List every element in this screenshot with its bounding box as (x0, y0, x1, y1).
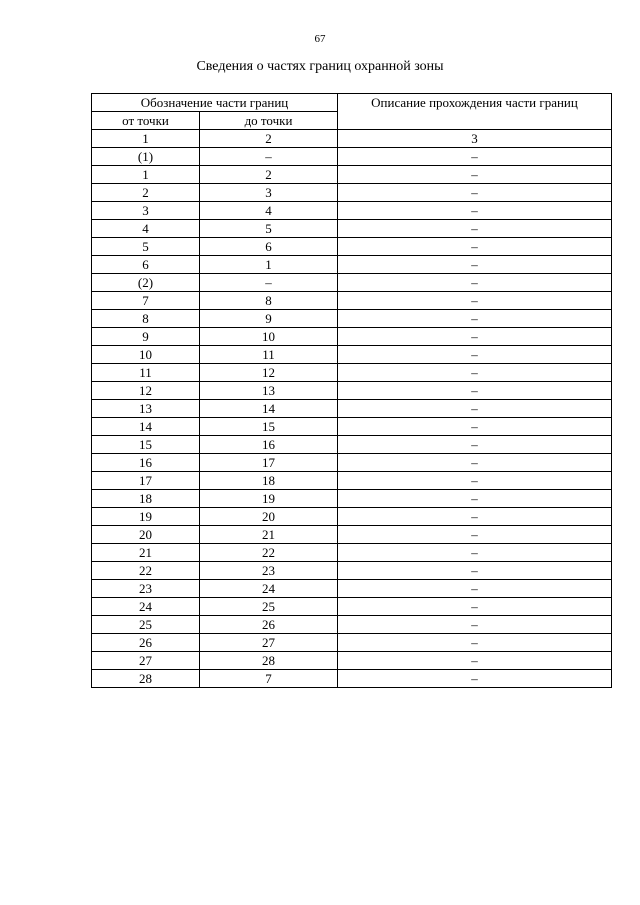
table-row (92, 580, 612, 598)
from-point-cell: 18 (92, 490, 200, 508)
to-point-cell: 13 (200, 382, 338, 400)
to-point-cell: 23 (200, 562, 338, 580)
to-point-cell: 21 (200, 526, 338, 544)
to-point-cell: 6 (200, 238, 338, 256)
from-point-cell: 17 (92, 472, 200, 490)
table-row (92, 382, 612, 400)
from-point-cell: 2 (92, 184, 200, 202)
description-cell: – (338, 382, 612, 400)
table-row (92, 328, 612, 346)
table-row (92, 310, 612, 328)
description-cell: – (338, 400, 612, 418)
table-row (92, 418, 612, 436)
to-point-cell: 2 (200, 166, 338, 184)
table-row (92, 256, 612, 274)
from-point-cell: 5 (92, 238, 200, 256)
to-point-cell: 15 (200, 418, 338, 436)
to-point-cell: 7 (200, 670, 338, 688)
description-cell: – (338, 148, 612, 166)
from-point-cell: 10 (92, 346, 200, 364)
from-point-cell: 16 (92, 454, 200, 472)
table-row (92, 202, 612, 220)
table-row (92, 364, 612, 382)
header-boundary-description: Описание прохождения части границ (338, 94, 612, 130)
to-point-cell: – (200, 148, 338, 166)
description-cell: – (338, 454, 612, 472)
to-point-cell: 20 (200, 508, 338, 526)
to-point-cell: 5 (200, 220, 338, 238)
description-cell: – (338, 418, 612, 436)
to-point-cell: 14 (200, 400, 338, 418)
description-cell: – (338, 274, 612, 292)
description-cell: – (338, 616, 612, 634)
from-point-cell: 1 (92, 166, 200, 184)
table-row (92, 472, 612, 490)
table-row (92, 274, 612, 292)
from-point-cell: (1) (92, 148, 200, 166)
description-cell: – (338, 256, 612, 274)
table-row (92, 526, 612, 544)
table-row (92, 436, 612, 454)
table-row (92, 148, 612, 166)
from-point-cell: 15 (92, 436, 200, 454)
table-row (92, 562, 612, 580)
table-row (92, 400, 612, 418)
description-cell: – (338, 472, 612, 490)
description-cell: – (338, 508, 612, 526)
description-cell: – (338, 292, 612, 310)
description-cell: – (338, 634, 612, 652)
from-point-cell: 8 (92, 310, 200, 328)
column-number: 3 (338, 130, 612, 148)
header-boundary-part-designation: Обозначение части границ (92, 94, 338, 112)
from-point-cell: (2) (92, 274, 200, 292)
from-point-cell: 3 (92, 202, 200, 220)
to-point-cell: 12 (200, 364, 338, 382)
table-row (92, 454, 612, 472)
description-cell: – (338, 544, 612, 562)
to-point-cell: 27 (200, 634, 338, 652)
description-cell: – (338, 526, 612, 544)
table-row (92, 346, 612, 364)
from-point-cell: 11 (92, 364, 200, 382)
to-point-cell: 28 (200, 652, 338, 670)
table-row (92, 598, 612, 616)
description-cell: – (338, 166, 612, 184)
page-number: 67 (314, 33, 326, 45)
description-cell: – (338, 652, 612, 670)
from-point-cell: 20 (92, 526, 200, 544)
to-point-cell: 24 (200, 580, 338, 598)
from-point-cell: 21 (92, 544, 200, 562)
column-number: 1 (92, 130, 200, 148)
to-point-cell: 26 (200, 616, 338, 634)
to-point-cell: 8 (200, 292, 338, 310)
from-point-cell: 25 (92, 616, 200, 634)
description-cell: – (338, 202, 612, 220)
to-point-cell: 17 (200, 454, 338, 472)
description-cell: – (338, 490, 612, 508)
column-number: 2 (200, 130, 338, 148)
from-point-cell: 28 (92, 670, 200, 688)
description-cell: – (338, 364, 612, 382)
table-row (92, 616, 612, 634)
to-point-cell: – (200, 274, 338, 292)
description-cell: – (338, 580, 612, 598)
table-row (92, 634, 612, 652)
from-point-cell: 22 (92, 562, 200, 580)
header-from-point: от точки (92, 112, 200, 130)
table-row (92, 670, 612, 688)
to-point-cell: 10 (200, 328, 338, 346)
document-title: Сведения о частях границ охранной зоны (196, 59, 444, 74)
to-point-cell: 3 (200, 184, 338, 202)
to-point-cell: 9 (200, 310, 338, 328)
table-row (92, 184, 612, 202)
to-point-cell: 11 (200, 346, 338, 364)
table-row (92, 544, 612, 562)
from-point-cell: 14 (92, 418, 200, 436)
description-cell: – (338, 310, 612, 328)
from-point-cell: 9 (92, 328, 200, 346)
to-point-cell: 1 (200, 256, 338, 274)
table-row (92, 238, 612, 256)
description-cell: – (338, 436, 612, 454)
description-cell: – (338, 220, 612, 238)
column-number-row (92, 130, 612, 148)
to-point-cell: 25 (200, 598, 338, 616)
table-row (92, 508, 612, 526)
from-point-cell: 13 (92, 400, 200, 418)
boundary-parts-table (91, 93, 612, 688)
description-cell: – (338, 670, 612, 688)
to-point-cell: 22 (200, 544, 338, 562)
description-cell: – (338, 328, 612, 346)
from-point-cell: 24 (92, 598, 200, 616)
description-cell: – (338, 562, 612, 580)
to-point-cell: 19 (200, 490, 338, 508)
to-point-cell: 16 (200, 436, 338, 454)
description-cell: – (338, 598, 612, 616)
from-point-cell: 6 (92, 256, 200, 274)
table-row (92, 292, 612, 310)
from-point-cell: 19 (92, 508, 200, 526)
to-point-cell: 4 (200, 202, 338, 220)
table-row (92, 166, 612, 184)
from-point-cell: 27 (92, 652, 200, 670)
description-cell: – (338, 346, 612, 364)
from-point-cell: 7 (92, 292, 200, 310)
from-point-cell: 23 (92, 580, 200, 598)
from-point-cell: 12 (92, 382, 200, 400)
from-point-cell: 26 (92, 634, 200, 652)
header-to-point: до точки (200, 112, 338, 130)
to-point-cell: 18 (200, 472, 338, 490)
table-row (92, 220, 612, 238)
description-cell: – (338, 184, 612, 202)
table-row (92, 490, 612, 508)
from-point-cell: 4 (92, 220, 200, 238)
description-cell: – (338, 238, 612, 256)
table-row (92, 652, 612, 670)
